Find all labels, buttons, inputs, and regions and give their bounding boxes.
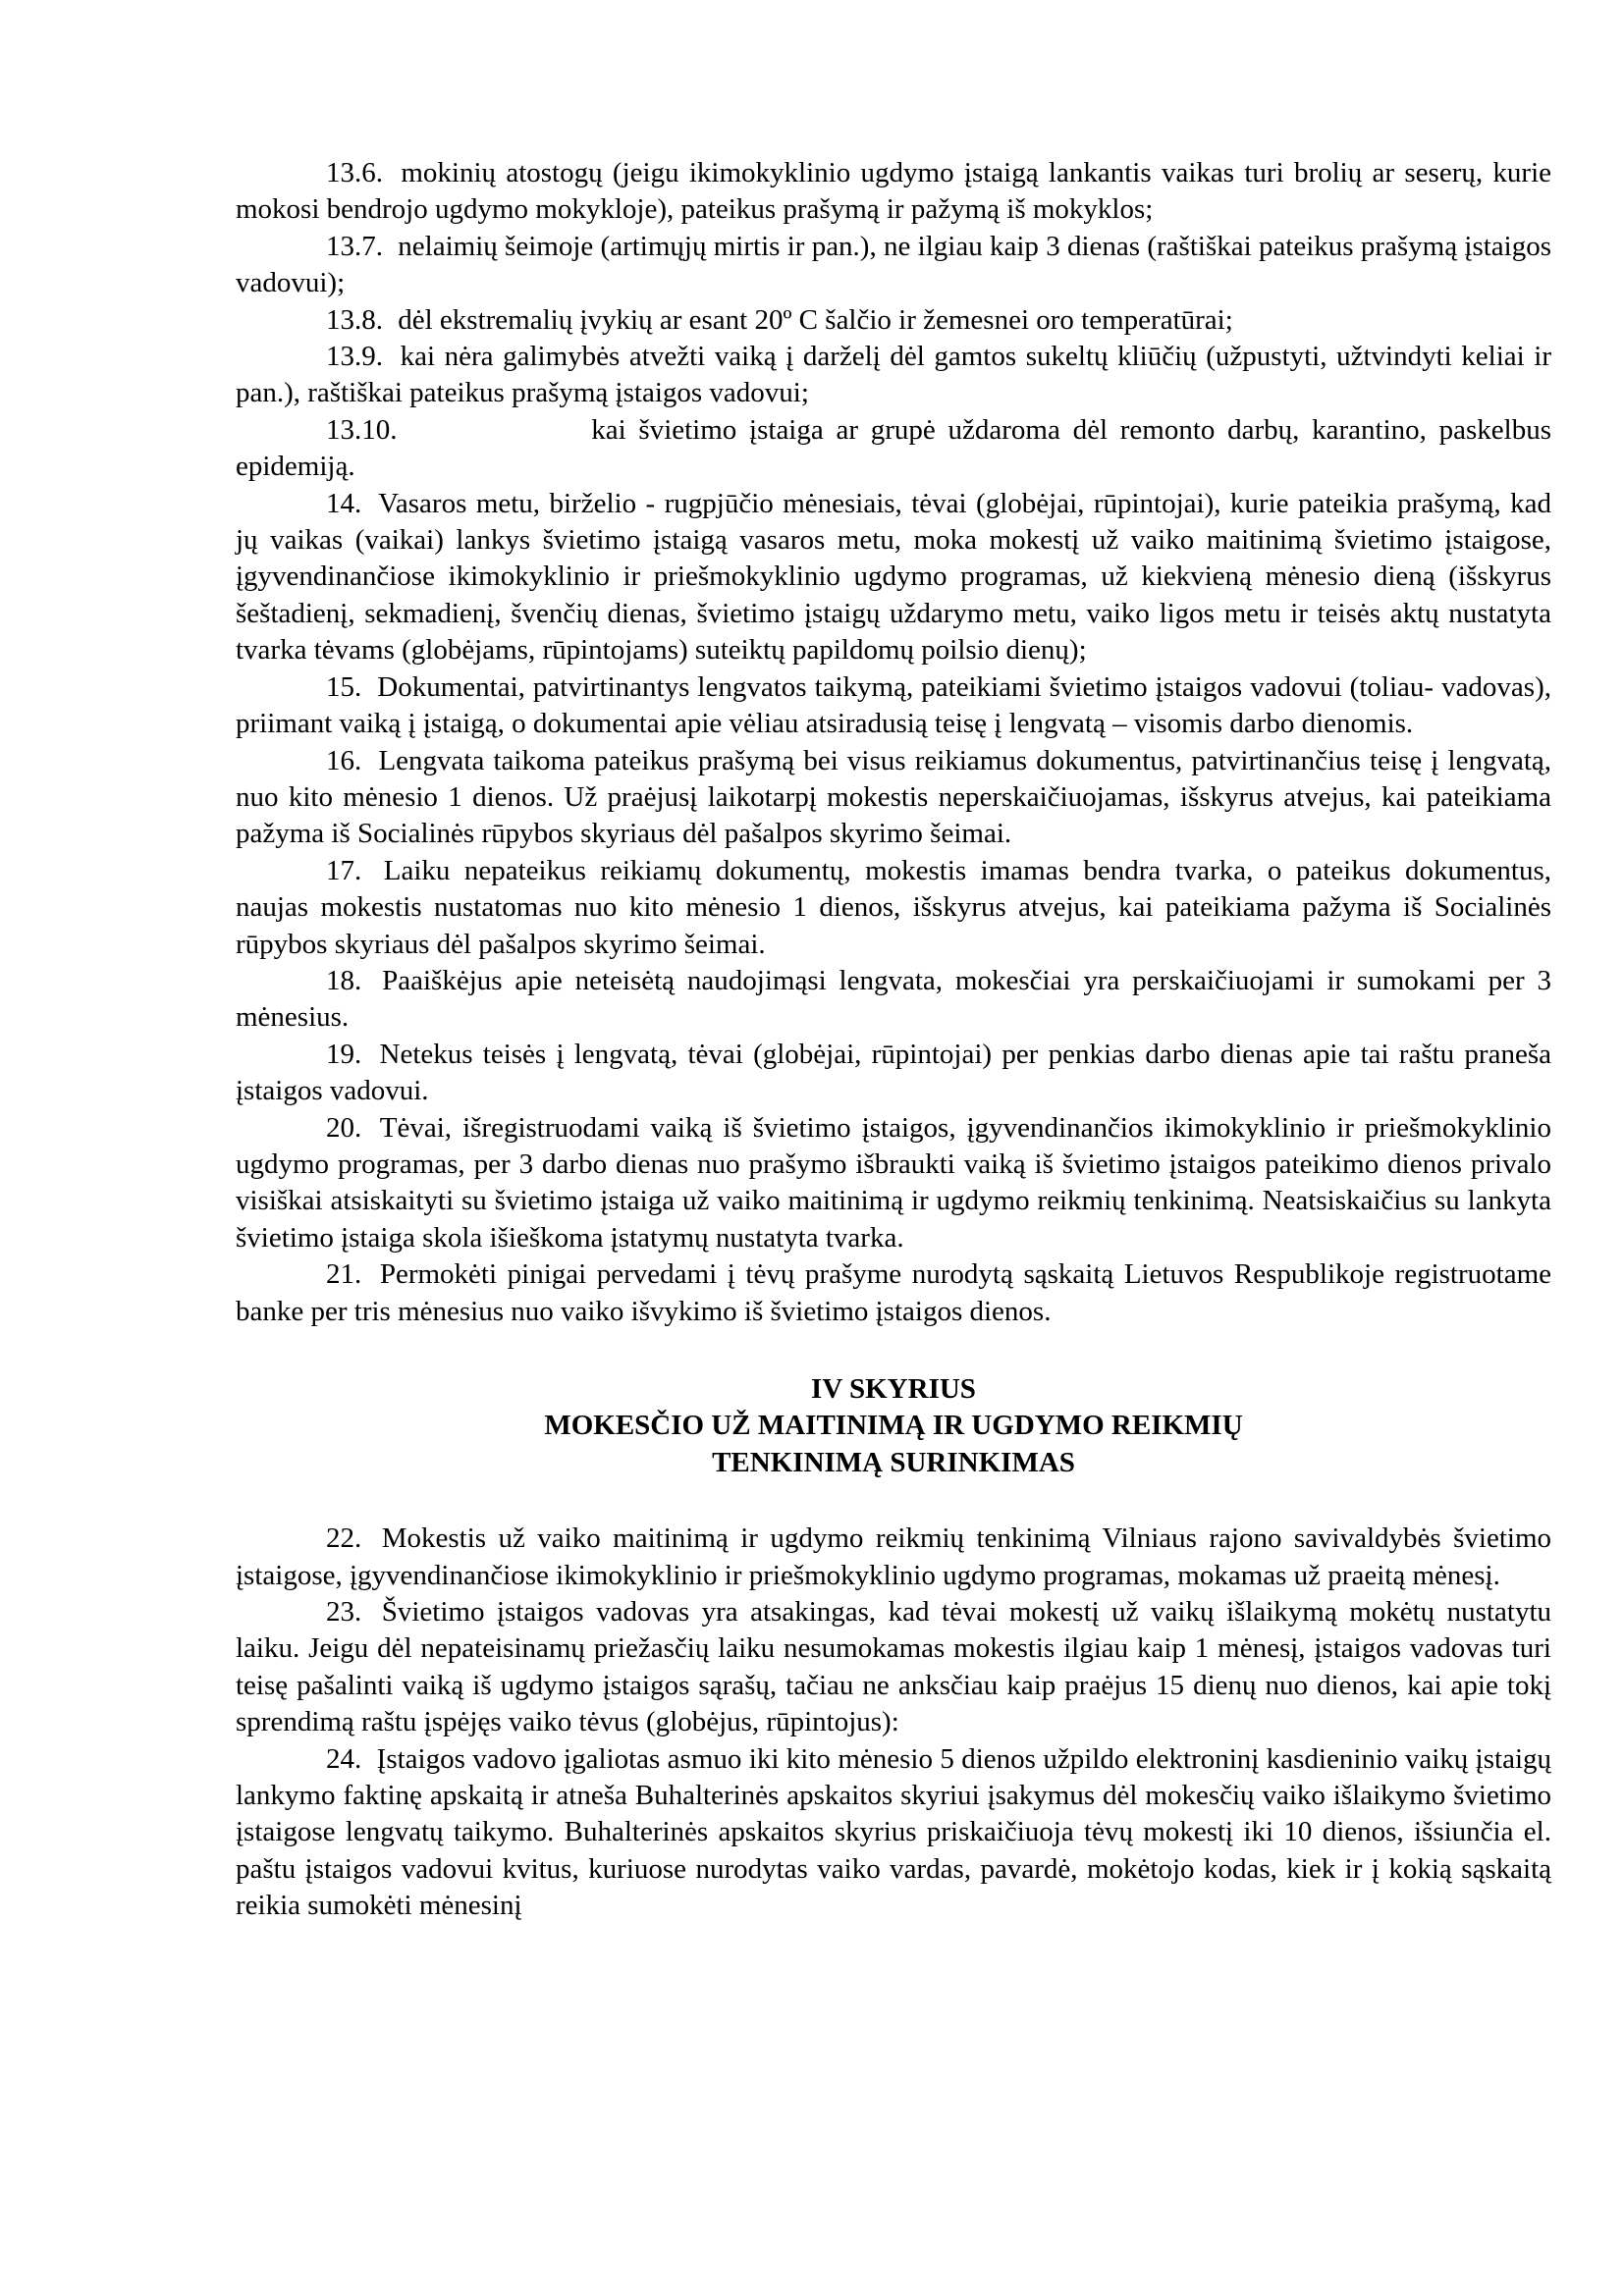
paragraph-13-6 [236,155,1551,229]
paragraph-number: 14. [326,487,362,519]
paragraph-18 [236,963,1551,1037]
paragraph-24 [236,1741,1551,1925]
paragraph-number: 13.7. [326,230,383,262]
paragraph-text: Paaiškėjus apie neteisėtą naudojimąsi lengvata, mokesčiai yra perskaičiuojami ir sumokami per 3 mėnesius. [236,964,1552,1034]
paragraph-number: 19. [326,1038,362,1070]
paragraph-number: 13.6. [326,157,383,188]
section-title-line-1: MOKESČIO UŽ MAITINIMĄ IR UGDYMO REIKMIŲ [544,1410,1243,1442]
paragraph-text: Lengvata taikoma pateikus prašymą bei visus reikiamus dokumentus, patvirtinančius teisę į lengvatą, nuo kito mėnesio 1 dienos. Už praėjusį laikotarpį mokestis neperskaičiuojamas, išskyrus atvejus, kai pateikiama pažyma iš Socialinės rūpybos skyriaus dėl pašalpos skyrimo šeimai. [236,744,1552,850]
paragraph-13-8 [236,302,1551,339]
paragraph-15 [236,669,1551,743]
paragraph-number: 13.10. [326,413,398,446]
paragraph-14 [236,486,1551,669]
paragraph-20 [236,1110,1551,1257]
paragraph-text: kai nėra galimybės atvežti vaiką į darželį dėl gamtos sukeltų kliūčių (užpustyti, užtvindyti keliai ir pan.), raštiškai pateikus prašymą įstaigos vadovui; [236,341,1552,409]
paragraph-number: 18. [326,964,362,996]
paragraph-number: 15. [326,670,362,703]
paragraph-text: Mokestis už vaiko maitinimą ir ugdymo reikmių tenkinimą Vilniaus rajono savivaldybės švietimo įstaigose, įgyvendinančiose ikimokyklinio ir priešmokyklinio ugdymo programas, mokamas už praeitą mėnesį. [236,1522,1552,1591]
paragraph-number: 23. [326,1596,362,1629]
paragraph-number: 21. [326,1258,362,1291]
paragraph-text: Laiku nepateikus reikiamų dokumentų, mokestis imamas bendra tvarka, o pateikus dokumentus, naujas mokestis nustatomas nuo kito mėnesio 1 dienos, išskyrus atvejus, kai pateikiama pažyma iš Socialinės rūpybos skyriaus dėl pašalpos skyrimo šeimai. [236,854,1552,960]
paragraph-16 [236,743,1551,853]
paragraph-22 [236,1521,1551,1594]
section-number: IV SKYRIUS [811,1373,976,1405]
paragraph-13-10 [236,412,1551,486]
paragraph-text: Vasaros metu, birželio - rugpjūčio mėnesiais, tėvai (globėjai, rūpintojai), kurie pateikia prašymą, kad jų vaikas (vaikai) lankys švietimo įstaigą vasaros metu, moka mokestį už vaiko maitinimą švietimo įstaigose, įgyvendinančiose ikimokyklinio ir priešmokyklinio ugdymo programas, už kiekvieną mėnesio dieną (išskyrus šeštadienį, sekmadienį, švenčių dienas, švietimo įstaigų uždarymo metu, vaiko ligos metu ir teisės aktų nustatyta tvarka tėvams (globėjams, rūpintojams) suteiktų papildomų poilsio dienų); [236,487,1551,667]
paragraph-text: Netekus teisės į lengvatą, tėvai (globėjai, rūpintojai) per penkias darbo dienas apie tai raštu praneša įstaigos vadovui. [236,1038,1551,1107]
paragraph-text: Švietimo įstaigos vadovas yra atsakingas, kad tėvai mokestį už vaikų išlaikymą mokėtų nustatytu laiku. Jeigu dėl nepateisinamų priežasčių laiku nesumokamas mokestis ilgiau kaip 1 mėnesį, įstaigos vadovas turi teisę pašalinti vaiką iš ugdymo įstaigos sąrašų, tačiau ne anksčiau kaip praėjus 15 dienų nuo dienos, kai apie tokį sprendimą raštu įspėjęs vaiko tėvus (globėjus, rūpintojus): [236,1596,1552,1738]
paragraph-23 [236,1594,1551,1741]
section-title-line-2: TENKINIMĄ SURINKIMAS [712,1446,1075,1478]
paragraph-21 [236,1256,1551,1330]
paragraph-13-7 [236,229,1551,302]
paragraph-number: 16. [326,744,362,776]
paragraph-text: kai švietimo įstaiga ar grupė uždaroma dėl remonto darbų, karantino, paskelbus epidemiją. [236,413,1552,483]
paragraph-number: 24. [326,1742,362,1775]
paragraph-13-9 [236,339,1551,412]
paragraph-19 [236,1037,1551,1110]
paragraph-text: Tėvai, išregistruodami vaiką iš švietimo įstaigos, įgyvendinančios ikimokyklinio ir priešmokyklinio ugdymo programas, per 3 darbo dienas nuo prašymo išbraukti vaiką iš švietimo įstaigos pateikimo dienos privalo visiškai atsiskaityti su švietimo įstaiga už vaiko maitinimą ir ugdymo reikmių tenkinimą. Neatsiskaičius su lankyta švietimo įstaiga skola išieškoma įstatymų nustatyta tvarka. [236,1111,1551,1254]
paragraph-number: 13.9. [326,341,383,373]
paragraph-text: nelaimių šeimoje (artimųjų mirtis ir pan.), ne ilgiau kaip 3 dienas (raštiškai pateikus prašymą įstaigos vadovui); [236,230,1552,299]
paragraph-17 [236,853,1551,963]
document-body [236,155,1551,1925]
paragraph-text: dėl ekstremalių įvykių ar esant 20º C šalčio ir žemesnei oro temperatūrai; [398,303,1233,336]
paragraph-number: 20. [326,1111,362,1144]
paragraph-number: 13.8. [326,303,383,336]
paragraph-number: 22. [326,1522,362,1555]
section-heading [236,1371,1551,1481]
paragraph-number: 17. [326,854,362,886]
paragraph-text: Permokėti pinigai pervedami į tėvų prašyme nurodytą sąskaitą Lietuvos Respublikoje registruotame banke per tris mėnesius nuo vaiko išvykimo iš švietimo įstaigos dienos. [236,1258,1551,1327]
paragraph-text: Įstaigos vadovo įgaliotas asmuo iki kito mėnesio 5 dienos užpildo elektroninį kasdieninio vaikų įstaigų lankymo faktinę apskaitą ir atneša Buhalterinės apskaitos skyriui įsakymus dėl mokesčių vaiko išlaikymo švietimo įstaigose lengvatų taikymo. Buhalterinės apskaitos skyrius priskaičiuoja tėvų mokestį iki 10 dienos, išsiunčia el. paštu įstaigos vadovui kvitus, kuriuose nurodytas vaiko vardas, pavardė, mokėtojo kodas, kiek ir į kokią sąskaitą reikia sumokėti mėnesinį [236,1742,1552,1922]
paragraph-text: Dokumentai, patvirtinantys lengvatos taikymą, pateikiami švietimo įstaigos vadovui (toliau- vadovas), priimant vaiką į įstaigą, o dokumentai apie vėliau atsiradusią teisę į lengvatą – visomis darbo dienomis. [236,670,1552,740]
paragraph-text: mokinių atostogų (jeigu ikimokyklinio ugdymo įstaigą lankantis vaikas turi brolių ar seserų, kurie mokosi bendrojo ugdymo mokykloje), pateikus prašymą ir pažymą iš mokyklos; [236,157,1552,226]
